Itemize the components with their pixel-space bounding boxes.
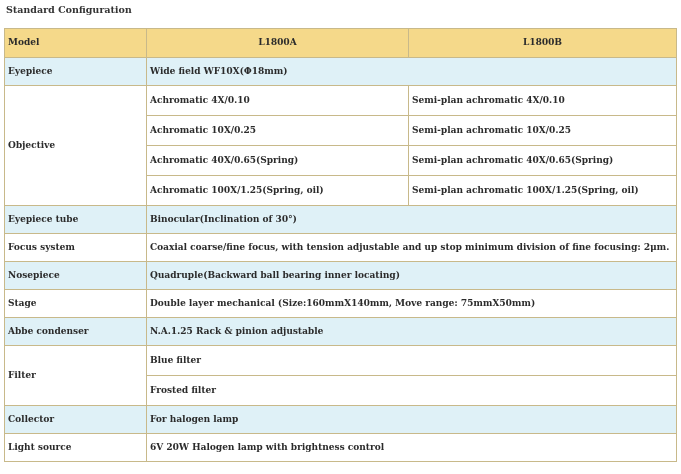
row-label-light-source: Light source [5, 434, 147, 462]
table-row-objective-1 [5, 86, 677, 116]
objective-b-2: Semi-plan achromatic 10X/0.25 [409, 116, 677, 146]
header-l1800b-cell: L1800B [409, 29, 677, 58]
row-value-stage: Double layer mechanical (Size:160mmX140mm, Move range: 75mmX50mm) [147, 290, 677, 318]
row-value-light-source: 6V 20W Halogen lamp with brightness control [147, 434, 677, 462]
row-value-abbe-condenser: N.A.1.25 Rack & pinion adjustable [147, 318, 677, 346]
header-l1800a-cell: L1800A [147, 29, 409, 58]
row-value-eyepiece-tube: Binocular(Inclination of 30°) [147, 206, 677, 234]
row-label-nosepiece: Nosepiece [5, 262, 147, 290]
objective-b-3: Semi-plan achromatic 40X/0.65(Spring) [409, 146, 677, 176]
row-label-filter: Filter [5, 346, 147, 406]
table-row-focus-system [5, 234, 677, 262]
filter-item-1: Blue filter [147, 346, 677, 376]
objective-a-3: Achromatic 40X/0.65(Spring) [147, 146, 409, 176]
row-label-eyepiece: Eyepiece [5, 58, 147, 86]
objective-b-1: Semi-plan achromatic 4X/0.10 [409, 86, 677, 116]
table-row-abbe-condenser [5, 318, 677, 346]
table-row-light-source [5, 434, 677, 462]
table-header-row [5, 29, 677, 58]
table-row-eyepiece [5, 58, 677, 86]
objective-a-2: Achromatic 10X/0.25 [147, 116, 409, 146]
page-title: Standard Configuration [6, 5, 132, 16]
row-label-eyepiece-tube: Eyepiece tube [5, 206, 147, 234]
spec-table [4, 28, 677, 462]
table-row-collector [5, 406, 677, 434]
objective-a-4: Achromatic 100X/1.25(Spring, oil) [147, 176, 409, 206]
row-value-collector: For halogen lamp [147, 406, 677, 434]
row-label-focus-system: Focus system [5, 234, 147, 262]
table-row-eyepiece-tube [5, 206, 677, 234]
objective-a-1: Achromatic 4X/0.10 [147, 86, 409, 116]
row-value-focus-system: Coaxial coarse/fine focus, with tension adjustable and up stop minimum division of fine focusing: 2μm. [147, 234, 677, 262]
row-label-stage: Stage [5, 290, 147, 318]
table-row-stage [5, 290, 677, 318]
row-label-objective: Objective [5, 86, 147, 206]
filter-item-2: Frosted filter [147, 376, 677, 406]
row-label-abbe-condenser: Abbe condenser [5, 318, 147, 346]
row-value-nosepiece: Quadruple(Backward ball bearing inner locating) [147, 262, 677, 290]
objective-b-4: Semi-plan achromatic 100X/1.25(Spring, oil) [409, 176, 677, 206]
header-model-cell: Model [5, 29, 147, 58]
row-value-eyepiece: Wide field WF10X(Φ18mm) [147, 58, 677, 86]
table-row-nosepiece [5, 262, 677, 290]
table-row-filter-1 [5, 346, 677, 376]
row-label-collector: Collector [5, 406, 147, 434]
